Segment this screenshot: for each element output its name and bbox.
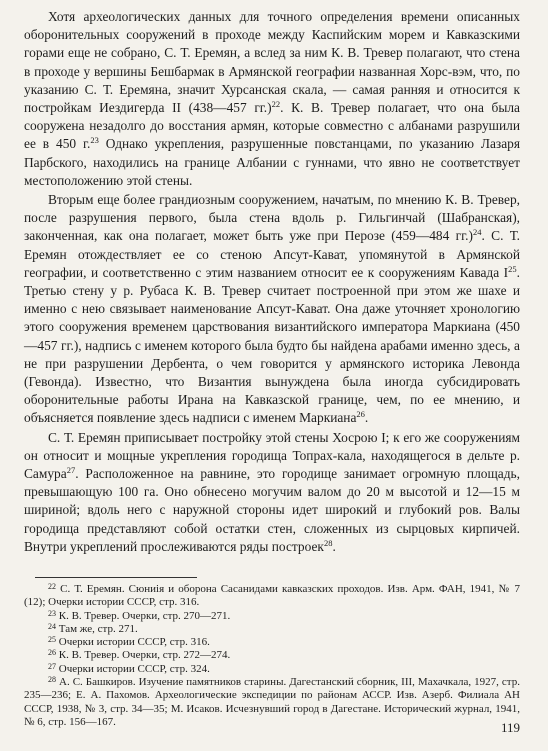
footnote-text: К. В. Тревер. Очерки, стр. 272—274. — [58, 649, 231, 662]
paragraph-3 — [24, 429, 520, 556]
footnote-text: Там же, стр. 271. — [58, 622, 138, 635]
footnote-ref-27: 27 — [66, 465, 76, 476]
text-run: С. Т. Еремян приписывает постройку этой стены Хосрою I; к его же сооружениям он относит и мощные укрепления городища Топрах-кала, находящегося в дельте р. Самура — [24, 429, 520, 482]
footnote-ref-26: 26 — [356, 409, 365, 420]
page-number: 119 — [500, 720, 520, 735]
footnote-number: 24 — [48, 621, 56, 631]
text-run: . К. В. Тревер полагает, что она была сооружена незадолго до восстания армян, которые совместно с албанами разрушили ее в 450 г. — [24, 100, 520, 152]
footnote-text: С. Т. Еремян. Сюниія и оборона Сасанидами кавказских проходов. Изв. Арм. ФАН, 1941, № 7 (12); Очерки истории СССР, стр. 316. — [24, 583, 521, 609]
footnote-23 — [24, 610, 520, 623]
footnote-22 — [24, 583, 520, 610]
text-run: . Расположенное на равнине, это городище занимает огромную площадь, превышающую 100 га. Оно обнесено могучим валом до 20 м высотой и 12—15 м шириной; вдоль него с наружной стороны идет широкий и глубокий ров. Валы городища представляют собой остатки стен, сложенных из сырцовых кирпичей. Внутри укреплений прослеживаются ряды построек — [24, 466, 520, 554]
footnote-26 — [24, 649, 520, 662]
footnote-text: Очерки истории СССР, стр. 324. — [58, 662, 210, 675]
text-run: . Третью стену у р. Рубаса К. В. Тревер считает построенной при этом же шахе и именно с нею связывает наименование Апсут-Кават. Она даже уточняет хронологию этого сооружения временем царствования византийского императора Маркиана (450—457 гг.), надпись с именем которого была будто бы найдена арабами именно здесь, а не при разрушении Дербента, о чем говорится у армянского историка Левонда (Гевонда). Известно, что Византия вынуждена была иногда субсидировать оборонительные работы Ирана на Кавказской границе, чем, по ее мнению, и объясняется появление здесь надписи с именем Маркиана — [24, 264, 520, 426]
footnote-text: Очерки истории СССР, стр. 316. — [58, 636, 210, 649]
footnote-27 — [24, 663, 520, 676]
main-text — [24, 8, 520, 556]
footnote-ref-24: 24 — [472, 227, 482, 238]
footnote-ref-23: 23 — [90, 135, 99, 146]
text-run: Вторым еще более грандиозным сооружением, начатым, по мнению К. В. Тревер, после разрушения первого, была стена вдоль р. Гильгинчай (Шабранская), законченная, как она полагает, может быть уже при Перозе (459—484 гг.) — [24, 192, 520, 244]
footnote-number: 26 — [48, 648, 56, 658]
footnote-number: 23 — [48, 608, 56, 618]
footnote-divider — [35, 577, 197, 578]
paragraph-2 — [24, 191, 520, 428]
footnote-number: 27 — [48, 661, 56, 671]
footnote-ref-22: 22 — [271, 99, 281, 110]
footnote-number: 28 — [48, 675, 56, 685]
footnote-number: 22 — [48, 582, 56, 591]
footnote-ref-25: 25 — [508, 263, 517, 274]
footnote-ref-28: 28 — [323, 537, 333, 548]
text-run: Однако укрепления, разрушенные повстанцами, по указанию Лазаря Парбского, находились на границе Албании с гуннами, что явно не соответствует местоположению этой стены. — [24, 136, 521, 188]
paragraph-1 — [24, 8, 520, 190]
text-run: . — [332, 538, 336, 554]
footnotes — [24, 583, 520, 729]
footnote-24 — [24, 623, 520, 636]
text-run: . — [364, 410, 369, 426]
text-run: Хотя археологических данных для точного определения времени описанных оборонительных сооружений в проходе между Каспийским морем и Кавказскими горами еще не собрано, С. Т. Еремян, а вслед за ним К. В. Тревер полагают, что стена в проходе у вершины Бешбармак в Армянской географии названная Хорс-вэм, что, по указанию С. Т. Еремяна, значит Хурсанская скала, — самая ранняя и относится к постройкам Иездигерда II (438—457 гг.) — [24, 9, 520, 116]
footnote-text: К. В. Тревер. Очерки, стр. 270—271. — [58, 609, 231, 622]
footnote-text: А. С. Башкиров. Изучение памятников старины. Дагестанский сборник, III, Махачкала, 1927, стр. 235—236; Е. А. Пахомов. Археологические экспедиции по районам АССР. Изв. Азерб. Филиала АН СССР, 1938, № 3, стр. 34—35; М. Исаков. Исчезнувший город в Дагестане. Исторический журнал, 1941, № 6, стр. 156—167. — [24, 676, 520, 728]
text-run: . С. Т. Еремян отождествляет ее со стеною Апсут-Кават, упомянутой в Армянской географии, и соответственно с этим названием относит ее к сооружениям Кавада I — [24, 228, 520, 280]
footnote-number: 25 — [48, 635, 56, 645]
footnote-25 — [24, 636, 520, 649]
footnote-28 — [24, 676, 520, 729]
